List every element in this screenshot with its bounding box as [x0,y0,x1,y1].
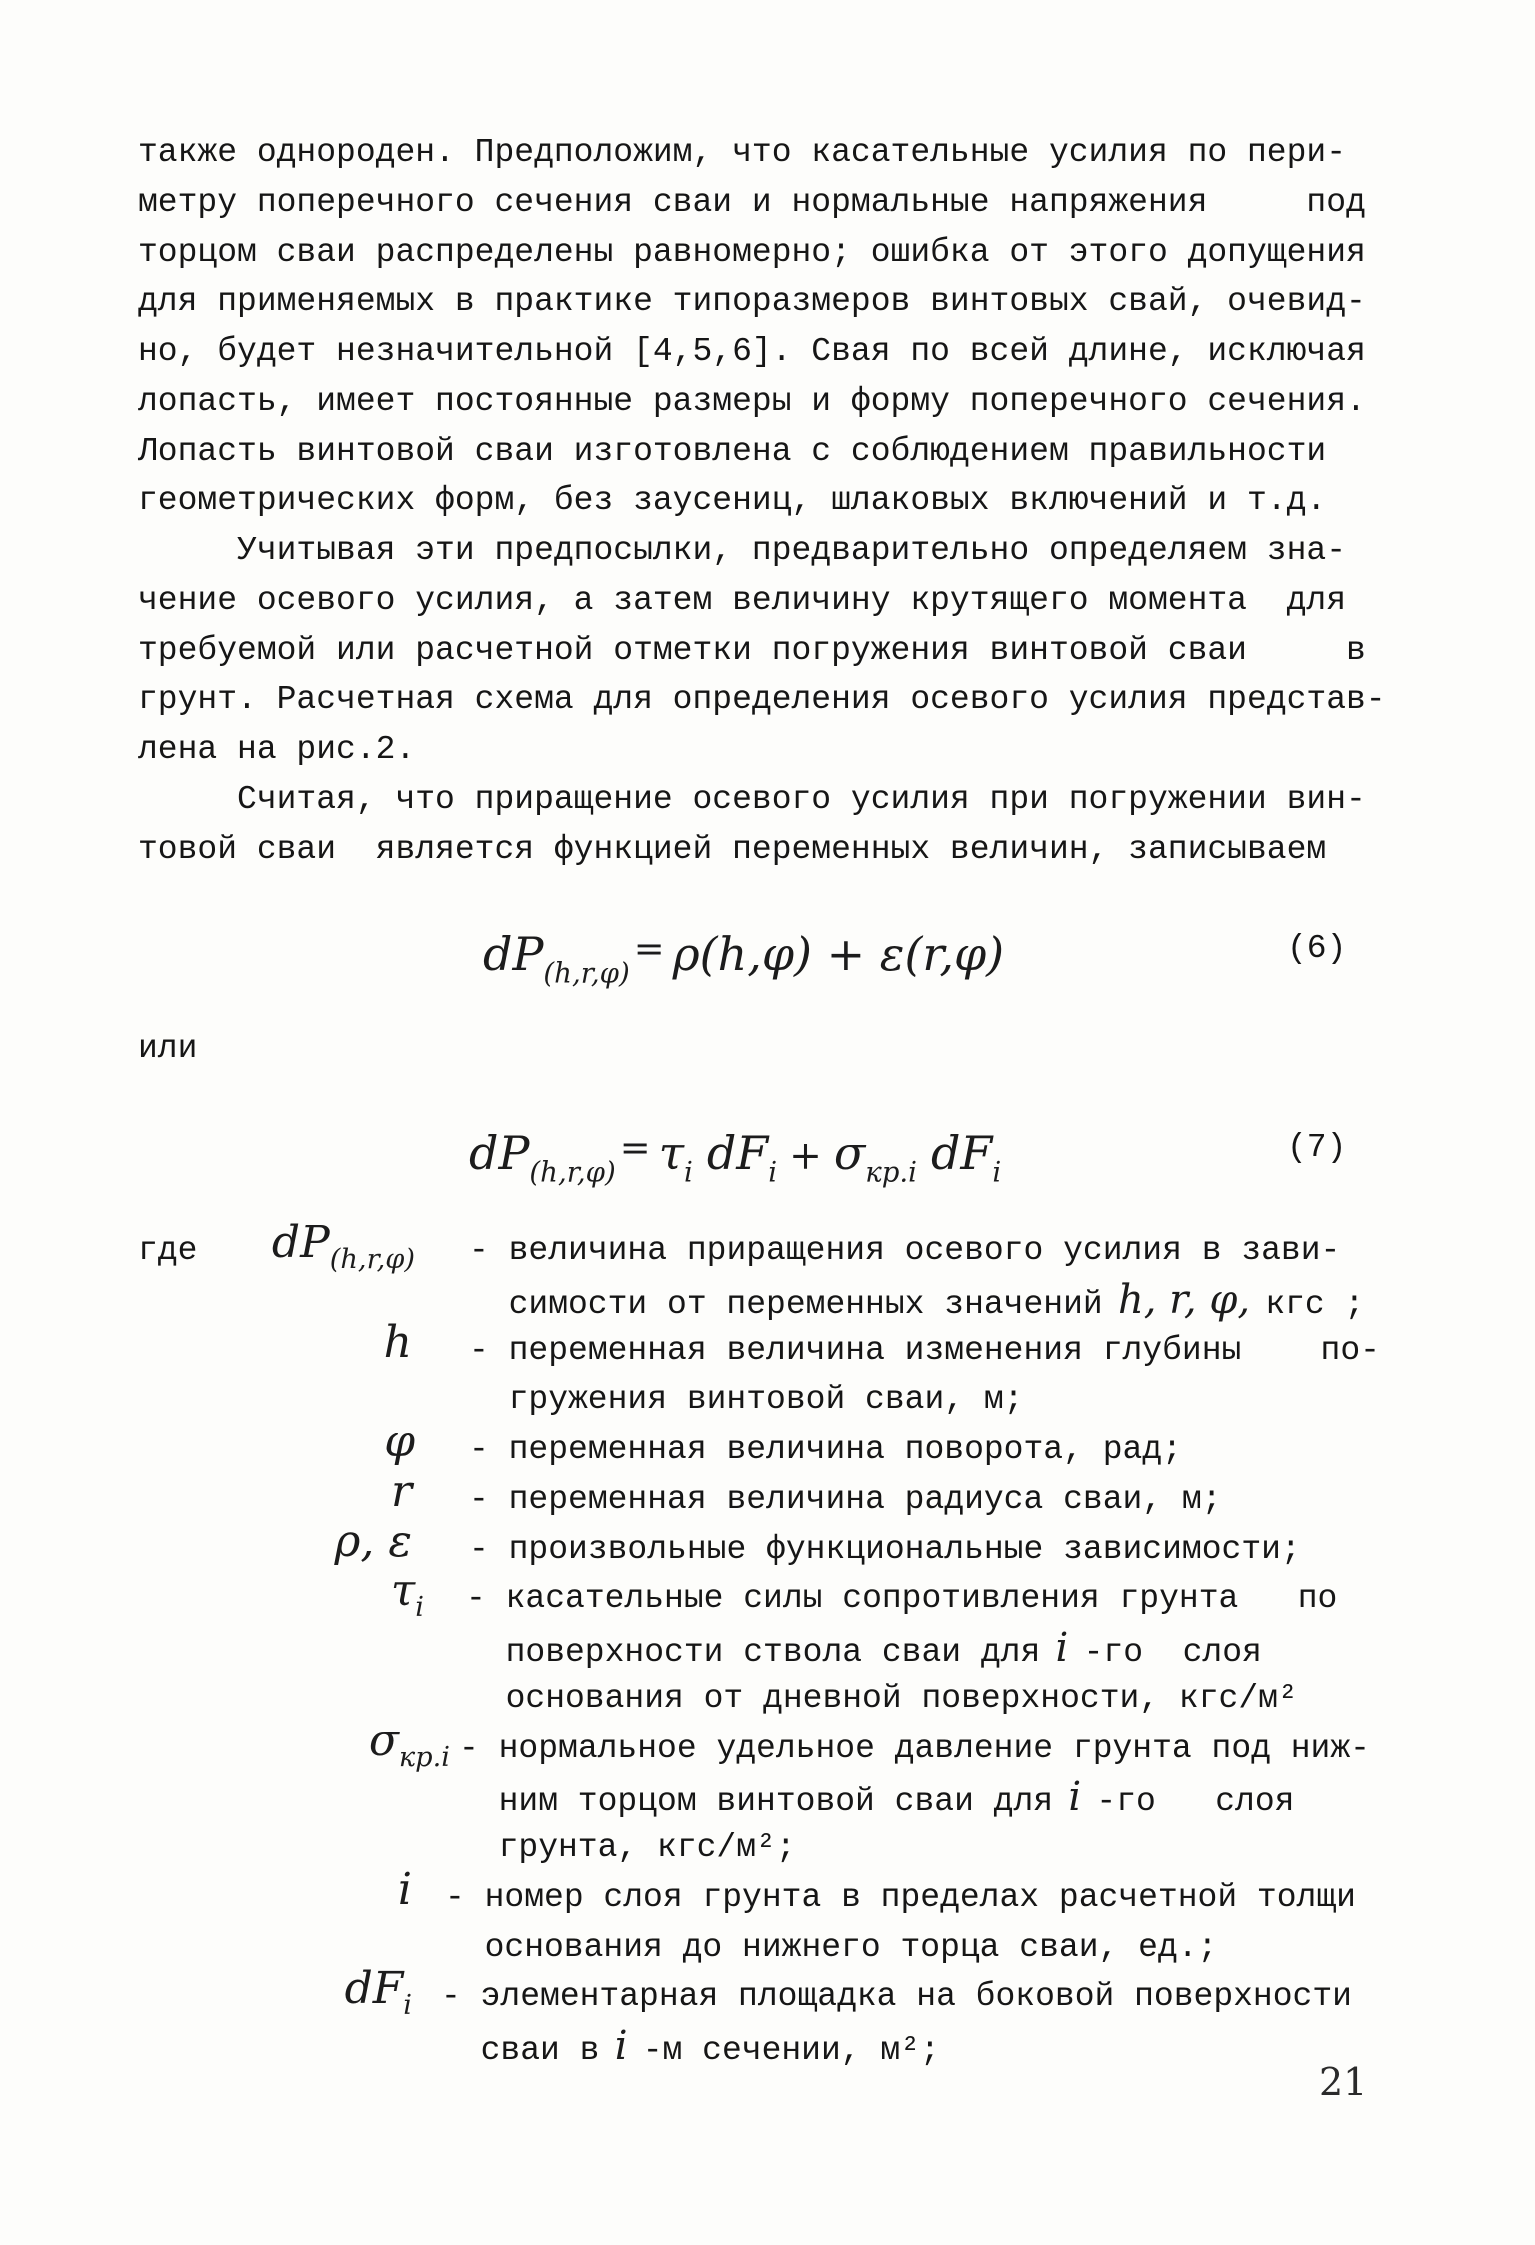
definition-text: - касательные силы сопротивления грунта по [466,1580,1338,1618]
connector-word: или [138,1030,198,1067]
definition-text-continuation: основания от дневной поверхности, кгс/м² [505,1679,1298,1717]
definition-symbol: i [397,1863,412,1915]
definition-text: - номер слоя грунта в пределах расчетной толщи [445,1878,1356,1916]
symbol-subscript: (h,r,φ) [329,1243,415,1275]
formula-7-term-tau: τ [658,1126,685,1181]
definition-item [0,1714,1535,1873]
body-line: лопасть, имеет постоянные размеры и форму поперечного сечения. [138,382,1366,420]
body-line-paragraph-start: Считая, что приращение осевого усилия при погружении вин- [237,780,1366,818]
definition-symbol: h [383,1316,412,1368]
body-text [138,128,1386,874]
definition-text: - нормальное удельное давление грунта под ниж- [459,1729,1370,1767]
definition-item [0,1316,1535,1426]
body-line: товой сваи является функцией переменных величин, записываем [138,830,1327,868]
formula-7-number: (7) [1287,1129,1347,1166]
body-line: геометрических форм, без заусениц, шлаковых включений и т.д. [138,482,1327,520]
formula-7-equals: = [619,1126,651,1169]
definition-text-part: -го слоя [1083,1634,1262,1671]
definition-text-continuation [459,1773,1535,1823]
body-line: также однороден. Предположим, что касательные усилия по пери- [138,134,1346,171]
symbol-base: τ [390,1565,416,1617]
body-line: грунт. Расчетная схема для определения осевого усилия представ- [138,681,1386,719]
body-line: Лопасть винтовой сваи изготовлена с соблюдением правильности [138,432,1327,470]
formula-6-lhs-subscript: (h,r,φ) [543,956,630,990]
formula-7-lhs-subscript: (h,r,φ) [529,1155,616,1189]
definition-text-part: сваи в [480,2032,600,2069]
body-line: торцом сваи распределены равномерно; ошибка от этого допущения [138,233,1366,271]
definition-text: - переменная величина поворота, рад; [469,1431,1182,1468]
formula-7-term-sigma-subscript: кр.i [865,1155,917,1189]
symbol-base: dF [344,1963,404,2015]
body-line-paragraph-start: Учитывая эти предпосылки, предварительно определяем зна- [237,532,1346,569]
definition-text-continuation: гружения винтовой сваи, м; [508,1381,1024,1419]
definition-text-part: симости от переменных значений [508,1285,1103,1323]
definition-text: - элементарная площадка на боковой поверхности [441,1978,1352,2016]
symbol-subscript: i [415,1592,424,1624]
definition-symbol: r [390,1465,412,1517]
formula-6-lhs: dP [483,927,544,982]
body-line: лена на рис.2. [138,731,416,768]
formula-7-plus: + [789,1134,822,1180]
definition-text: - произвольные функциональные зависимости; [469,1530,1301,1568]
definition-text-part: ним торцом винтовой сваи для [498,1783,1054,1821]
symbol-base: dP [271,1217,330,1268]
definition-text-continuation [469,1276,1535,1326]
body-line: метру поперечного сечения сваи и нормальные напряжения под [138,183,1366,221]
definition-item [0,1863,1535,1973]
definition-symbol: φ [384,1416,415,1467]
page-number: 21 [1319,2060,1368,2104]
definition-text: - переменная величина радиуса сваи, м; [469,1480,1222,1518]
definition-item [0,1217,1535,1326]
definition-text-part: -м сечении, м²; [642,2032,940,2069]
definitions-lead-word: где [138,1232,198,1269]
symbol-base: σ [368,1714,399,1766]
inline-math-symbols: i [1068,1774,1082,1821]
definition-text-continuation: основания до нижнего торца сваи, ед.; [484,1928,1218,1966]
formula-7-term-dF-2: dF [930,1126,993,1181]
formula-7-term-dF: dF [706,1126,769,1181]
inline-math-symbols: i [614,2023,628,2069]
definition-item [0,1565,1535,1723]
definition-text-part: -го слоя [1096,1783,1295,1821]
definition-symbol [0,1964,412,2031]
definition-symbol [0,1716,450,1783]
definition-text: - переменная величина изменения глубины по- [469,1331,1380,1369]
body-line: чение осевого усилия, а затем величину крутящего момента для [138,581,1346,619]
inline-math-symbols: i [1055,1625,1069,1671]
formula-7-lhs: dP [469,1126,530,1181]
formula-7 [469,1118,1002,1189]
definition-text: - величина приращения осевого усилия в зави- [469,1232,1341,1269]
body-line: требуемой или расчетной отметки погружения винтовой сваи в [138,631,1366,669]
definition-text-continuation: грунта, кгс/м²; [498,1829,796,1866]
definitions-list [0,1217,1535,2072]
formula-6-equals: = [633,927,665,970]
definition-item [0,1963,1535,2072]
definition-symbol [0,1566,424,1633]
formula-7-term-sigma: σ [833,1126,866,1181]
body-line: для применяемых в практике типоразмеров винтовых свай, очевид- [138,283,1366,321]
definition-text-continuation [466,1624,1535,1674]
definition-text-part: поверхности ствола сваи для [505,1634,1041,1671]
formula-6-number: (6) [1287,930,1347,967]
body-line: но, будет незначительной [4,5,6]. Свая по всей длине, исключая [138,333,1366,370]
formula-7-term-dF-2-subscript: i [992,1155,1002,1189]
unit-text: кгс ; [1265,1285,1365,1323]
inline-math-symbols: h, r, φ, [1117,1276,1251,1323]
formula-7-term-dF-subscript: i [768,1155,778,1189]
definition-symbol: ρ, ε [334,1515,412,1567]
symbol-subscript: i [403,1990,412,2022]
symbol-subscript: кр.i [398,1741,450,1773]
formula-6 [483,919,1005,990]
definition-symbol [0,1218,415,1285]
formula-6-rhs: ρ(h,φ) + ε(r,φ) [672,927,1005,982]
formula-7-term-tau-subscript: i [684,1155,693,1189]
definition-text-continuation [441,2022,1535,2072]
